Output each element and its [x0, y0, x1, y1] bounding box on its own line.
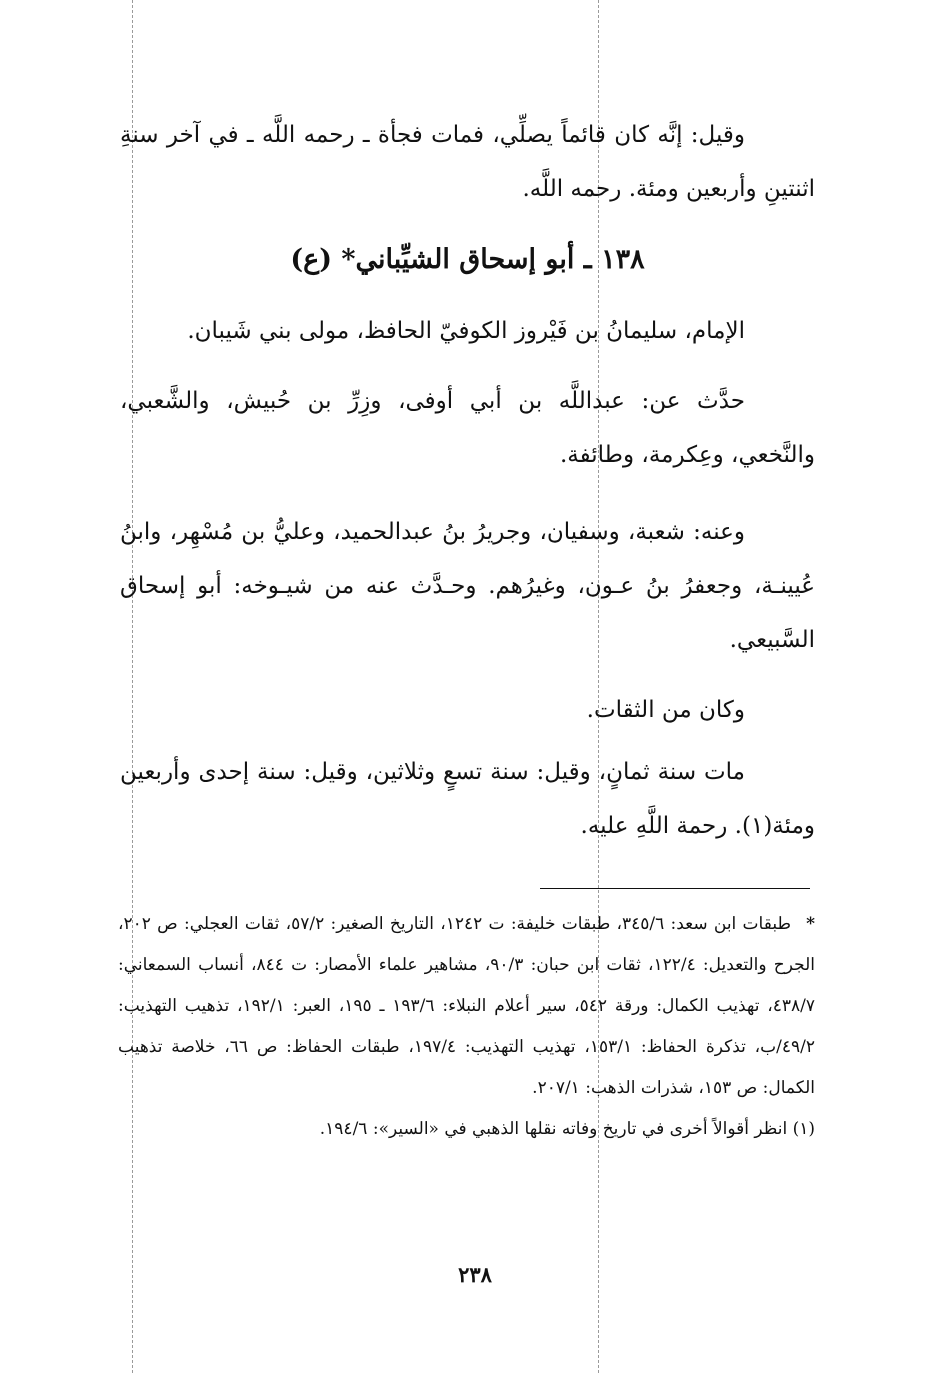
paragraph-teachers [120, 374, 815, 482]
paragraph-students [120, 505, 815, 667]
footnote-star-marker: * [806, 914, 815, 934]
page-number: ٢٣٨ [458, 1262, 492, 1287]
paragraph-death-previous [120, 108, 815, 216]
footnote-1: (١) انظر أقوالاً أخرى في تاريخ وفاته نقلها الذهبي في «السير»: ١٩٤/٦. [319, 1119, 815, 1139]
paragraph-text: الإمام، سليمانُ بن فَيْروز الكوفيّ الحافظ، مولى بني شَيبان. [187, 318, 745, 344]
paragraph-text: مات سنة ثمانٍ، وقيل: سنة تسعٍ وثلاثين، وقيل: سنة إحدى وأربعين ومئة(١). رحمة اللَّهِ عليه. [120, 759, 815, 839]
paragraph-text: وكان من الثقات. [586, 697, 745, 723]
paragraph-death [120, 745, 815, 853]
paragraph-text: وعنه: شعبة، وسفيان، وجريرُ بنُ عبدالحميد، وعليُّ بن مُسْهِر، وابنُ عُيينـة، وجعفرُ بنُ عـون، وغيرُهم. وحـدَّث عنه من شيـوخه: أبو إسحاق السَّبيعي. [120, 519, 815, 653]
footnote-sources [118, 904, 815, 1109]
paragraph-identity [120, 304, 815, 358]
footnote-separator [540, 888, 810, 889]
footnotes [118, 904, 815, 1150]
paragraph-text: وقيل: إنَّه كان قائماً يصلِّي، فمات فجأة ـ رحمه اللَّه ـ في آخر سنةِ اثنتينِ وأربعين ومئة. رحمه اللَّه. [120, 122, 815, 202]
paragraph-text: حدَّث عن: عبداللَّه بن أبي أوفى، وزِرِّ بن حُبيش، والشَّعبي، والنَّخعي، وعِكرمة، وطائفة. [120, 388, 815, 468]
paragraph-reliability [120, 683, 815, 737]
footnote-sources-text: طبقات ابن سعد: ٣٤٥/٦، طبقات خليفة: ت ١٢٤٢، التاريخ الصغير: ٥٧/٢، ثقات العجلي: ص ٢٠٢، الجرح والتعديل: ١٢٢/٤، ثقات ابن حبان: ٩٠/٣، مشاهير علماء الأمصار: ت ٨٤٤، أنساب السمعاني: ٤٣٨/٧، تهذيب الكمال: ورقة ٥٤٢، سير أعلام النبلاء: ١٩٣/٦ ـ ١٩٥، العبر: ١٩٢/١، تذهيب التهذيب: ٤٩/٢/ب، تذكرة الحفاظ: ١٥٣/١، تهذيب التهذيب: ١٩٧/٤، طبقات الحفاظ: ص ٦٦، خلاصة تذهيب الكمال: ص ١٥٣، شذرات الذهب: ٢٠٧/١. [118, 914, 816, 1098]
entry-heading: ١٣٨ ـ أبو إسحاق الشيِّباني* (ع) [290, 244, 645, 275]
